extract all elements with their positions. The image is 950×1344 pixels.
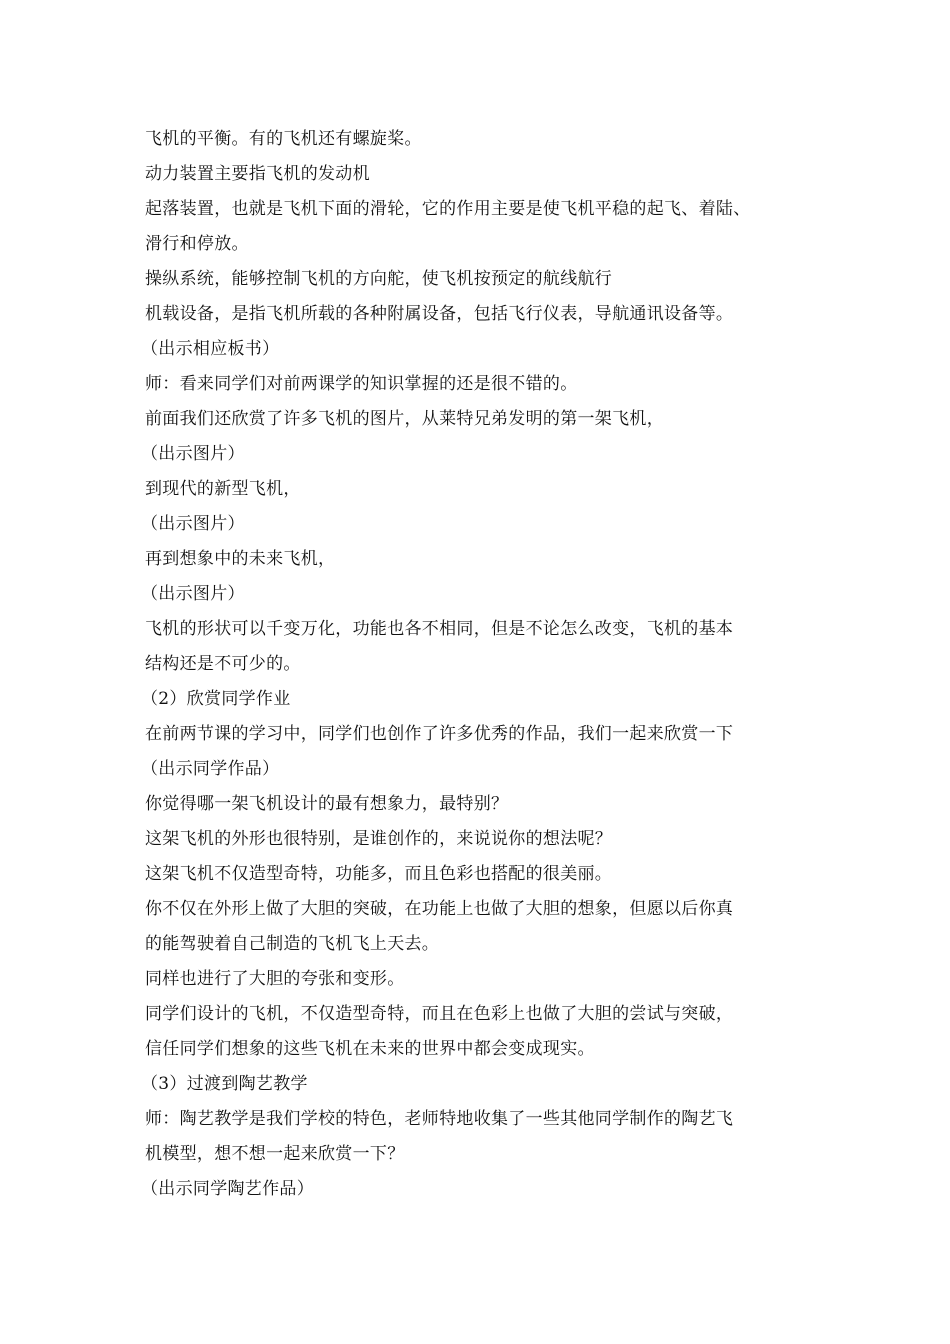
text-line: （出示图片） [141,584,245,604]
text-line: 到现代的新型飞机， [145,479,301,499]
text-line: 操纵系统，能够控制飞机的方向舵，使飞机按预定的航线航行 [145,269,613,289]
section-heading: （3）过渡到陶艺教学 [141,1074,308,1094]
text-line: 这架飞机不仅造型奇特，功能多，而且色彩也搭配的很美丽。 [145,864,613,884]
section-heading: （2）欣赏同学作业 [141,689,291,709]
text-line: 的能驾驶着自己制造的飞机飞上天去。 [145,934,440,954]
text-line: 信任同学们想象的这些飞机在未来的世界中都会变成现实。 [145,1039,595,1059]
text-line: 这架飞机的外形也很特别，是谁创作的，来说说你的想法呢？ [145,829,613,849]
text-line: 飞机的平衡。有的飞机还有螺旋桨。 [145,129,422,149]
text-line: （出示同学作品） [141,759,280,779]
text-line: 前面我们还欣赏了许多飞机的图片，从莱特兄弟发明的第一架飞机， [145,409,664,429]
text-line: （出示相应板书） [141,339,280,359]
text-line: （出示同学陶艺作品） [141,1179,314,1199]
text-line: 同学们设计的飞机，不仅造型奇特，而且在色彩上也做了大胆的尝试与突破， [145,1004,734,1024]
text-line: 动力装置主要指飞机的发动机 [145,164,370,184]
text-line: 你觉得哪一架飞机设计的最有想象力，最特别？ [145,794,509,814]
document-body [141,122,835,1207]
text-line: 再到想象中的未来飞机， [145,549,336,569]
text-line: 师：看来同学们对前两课学的知识掌握的还是很不错的。 [145,374,578,394]
text-line: 飞机的形状可以千变万化，功能也各不相同，但是不论怎么改变，飞机的基本 [145,619,734,639]
text-line: 滑行和停放。 [145,234,249,254]
text-line: 结构还是不可少的。 [145,654,301,674]
text-line: 师：陶艺教学是我们学校的特色，老师特地收集了一些其他同学制作的陶艺飞 [145,1109,734,1129]
text-line: 在前两节课的学习中，同学们也创作了许多优秀的作品，我们一起来欣赏一下 [145,724,734,744]
text-line: 机模型，想不想一起来欣赏一下？ [145,1144,405,1164]
text-line: （出示图片） [141,514,245,534]
text-line: 你不仅在外形上做了大胆的突破，在功能上也做了大胆的想象，但愿以后你真 [145,899,734,919]
text-line: 机载设备，是指飞机所载的各种附属设备，包括飞行仪表，导航通讯设备等。 [145,304,734,324]
text-line: （出示图片） [141,444,245,464]
text-line: 起落装置，也就是飞机下面的滑轮，它的作用主要是使飞机平稳的起飞、着陆、 [145,199,751,219]
text-line: 同样也进行了大胆的夸张和变形。 [145,969,405,989]
